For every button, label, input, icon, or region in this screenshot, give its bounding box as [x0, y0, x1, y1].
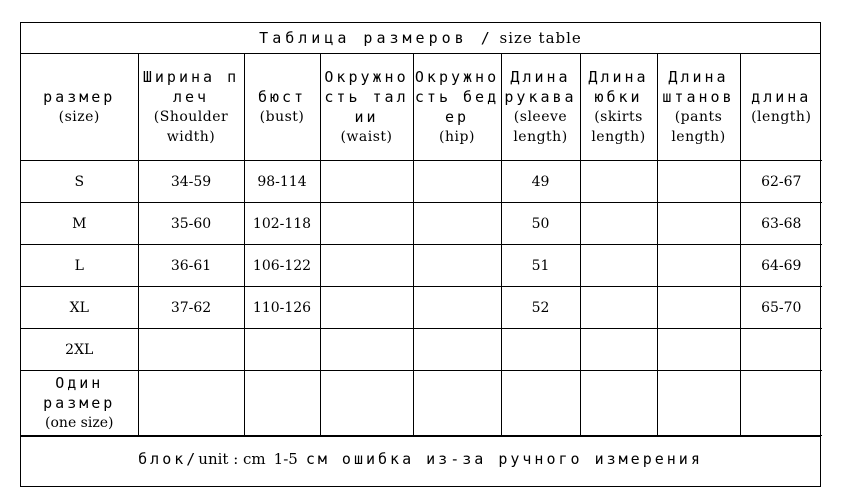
header-pants: Длина штанов (pants length)	[657, 54, 740, 161]
cell	[580, 287, 657, 329]
cell	[740, 329, 822, 371]
footer-ru-unit: блок/	[138, 450, 199, 468]
cell: 34-59	[138, 161, 244, 203]
cell	[580, 329, 657, 371]
cell	[320, 245, 413, 287]
cell	[740, 371, 822, 436]
header-row	[21, 54, 822, 161]
cell: 50	[501, 203, 580, 245]
size-table	[20, 22, 821, 487]
cell	[657, 203, 740, 245]
cell: 106-122	[244, 245, 320, 287]
footer-unit: unit : cm	[198, 450, 266, 468]
size-grid	[21, 54, 822, 436]
cell	[580, 203, 657, 245]
table-footer	[21, 436, 820, 481]
cell: 63-68	[740, 203, 822, 245]
table-row	[21, 161, 822, 203]
cell: XL	[21, 287, 138, 329]
cell: 51	[501, 245, 580, 287]
cell	[413, 161, 501, 203]
cell	[657, 245, 740, 287]
one-size-label: Один размер (one size)	[21, 371, 138, 436]
cell: L	[21, 245, 138, 287]
cell	[138, 371, 244, 436]
cell: 98-114	[244, 161, 320, 203]
cell: 110-126	[244, 287, 320, 329]
header-size: размер (size)	[21, 54, 138, 161]
table-row	[21, 203, 822, 245]
header-sleeve: Длина рукава (sleeve length)	[501, 54, 580, 161]
footer-ru-note: см ошибка из-за ручного измерения	[305, 450, 703, 468]
cell	[501, 329, 580, 371]
cell: 49	[501, 161, 580, 203]
cell	[580, 371, 657, 436]
header-length: длина (length)	[740, 54, 822, 161]
table-title	[21, 23, 820, 54]
cell	[244, 329, 320, 371]
cell	[580, 161, 657, 203]
header-waist: Окружность талии (waist)	[320, 54, 413, 161]
table-row	[21, 287, 822, 329]
footer-range: 1-5	[273, 450, 298, 468]
cell: 62-67	[740, 161, 822, 203]
cell	[657, 287, 740, 329]
cell: 102-118	[244, 203, 320, 245]
cell: M	[21, 203, 138, 245]
cell	[413, 287, 501, 329]
cell: 64-69	[740, 245, 822, 287]
cell	[501, 371, 580, 436]
cell: 2XL	[21, 329, 138, 371]
cell	[413, 329, 501, 371]
cell	[657, 371, 740, 436]
cell: 52	[501, 287, 580, 329]
title-ru: Таблица размеров /	[259, 29, 494, 47]
table-row	[21, 245, 822, 287]
cell	[244, 371, 320, 436]
cell	[320, 329, 413, 371]
cell	[657, 161, 740, 203]
cell: S	[21, 161, 138, 203]
cell	[320, 371, 413, 436]
header-bust: бюст (bust)	[244, 54, 320, 161]
table-row-one-size	[21, 371, 822, 436]
cell: 36-61	[138, 245, 244, 287]
cell	[320, 203, 413, 245]
table-row	[21, 329, 822, 371]
cell	[657, 329, 740, 371]
cell	[320, 287, 413, 329]
title-en: size table	[499, 29, 582, 47]
cell	[580, 245, 657, 287]
cell: 65-70	[740, 287, 822, 329]
header-hip: Окружность бедер (hip)	[413, 54, 501, 161]
cell: 37-62	[138, 287, 244, 329]
header-skirt: Длина юбки (skirts length)	[580, 54, 657, 161]
cell: 35-60	[138, 203, 244, 245]
cell	[413, 245, 501, 287]
header-shoulder: Ширина плеч (Shoulder width)	[138, 54, 244, 161]
cell	[413, 371, 501, 436]
cell	[138, 329, 244, 371]
cell	[320, 161, 413, 203]
cell	[413, 203, 501, 245]
